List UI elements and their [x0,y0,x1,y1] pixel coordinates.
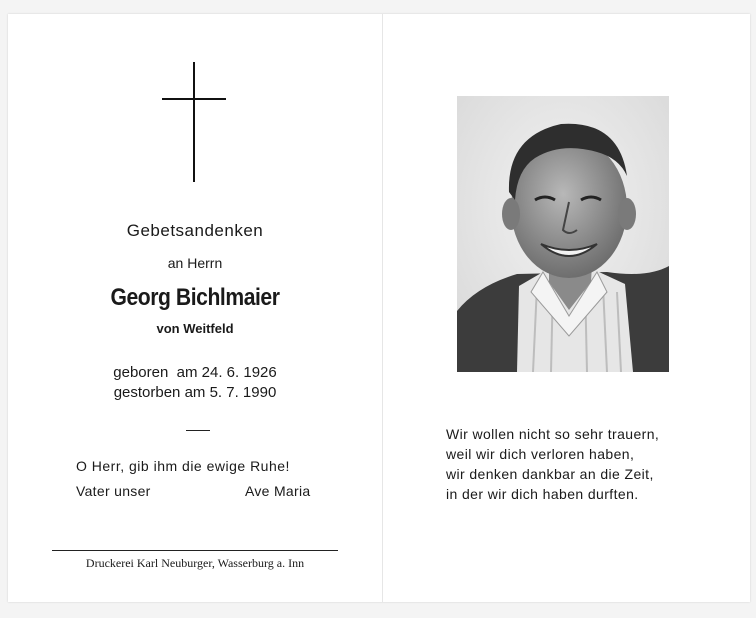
divider [186,430,210,431]
poem-line: weil wir dich verloren haben, [446,446,635,462]
poem [446,424,659,504]
memorial-card [8,14,750,602]
card-fold [382,14,383,602]
left-panel [8,14,382,602]
vater-unser: Vater unser [76,483,151,499]
poem-line: Wir wollen nicht so sehr trauern, [446,426,660,442]
portrait-photo [457,96,669,372]
death-date: gestorben am 5. 7. 1990 [113,384,277,401]
deceased-name: Georg Bichlmaier [110,284,280,311]
printer-rule [52,550,338,551]
card-heading: Gebetsandenken [126,221,264,240]
ave-maria: Ave Maria [245,483,311,499]
origin: von Weitfeld [156,321,234,336]
birth-date: geboren am 24. 6. 1926 [113,364,277,381]
printer-credit: Druckerei Karl Neuburger, Wasserburg a. Inn [85,556,305,570]
right-panel [383,14,750,602]
salutation: an Herrn [167,255,223,271]
prayer-line: O Herr, gib ihm die ewige Ruhe! [76,458,290,474]
poem-line: in der wir dich haben durften. [446,486,639,502]
poem-line: wir denken dankbar an die Zeit, [446,466,654,482]
